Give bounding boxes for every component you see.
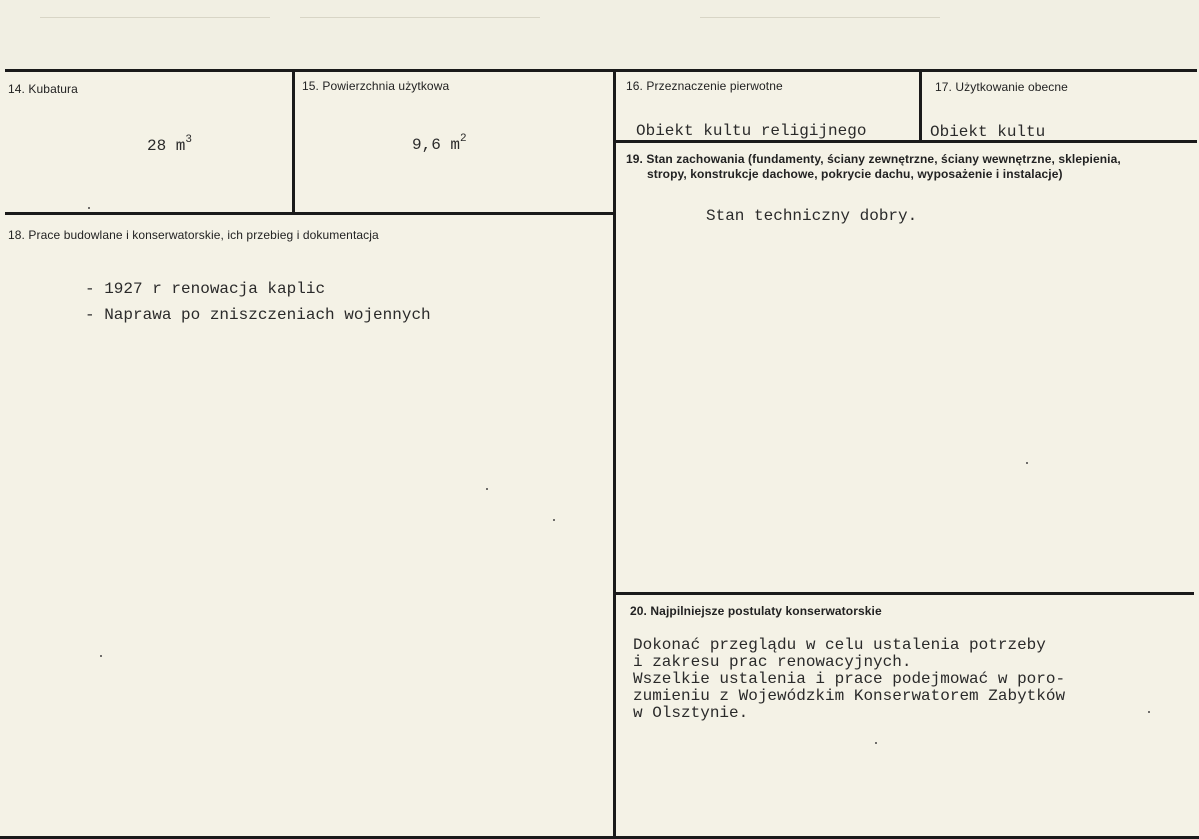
grid-line-top	[5, 69, 1197, 72]
speck	[553, 519, 555, 521]
faint-rule	[700, 17, 940, 18]
field-20-label: 20. Najpilniejsze postulaty konserwatorskie	[630, 604, 882, 618]
field-18-line-1: - 1927 r renowacja kaplic	[85, 280, 326, 298]
field-17-value: Obiekt kultu	[930, 123, 1046, 141]
faint-rule	[40, 17, 270, 18]
speck	[1148, 711, 1150, 713]
speck	[486, 488, 488, 490]
field-16-label: 16. Przeznaczenie pierwotne	[626, 79, 783, 93]
field-15-value	[412, 133, 467, 156]
field-18-line-2: - Naprawa po zniszczeniach wojennych	[85, 306, 431, 324]
faint-rule	[300, 17, 540, 18]
grid-line-v3	[919, 70, 922, 142]
speck	[1026, 462, 1028, 464]
card-top-margin	[0, 0, 1199, 70]
field-20-line-2: i zakresu prac renowacyjnych.	[633, 653, 912, 671]
field-19-value: Stan techniczny dobry.	[706, 207, 918, 225]
grid-line-v1	[292, 70, 295, 214]
field-20-line-3: Wszelkie ustalenia i prace podejmować w poro-	[633, 670, 1066, 688]
field-14-number: 28 m	[147, 137, 186, 155]
speck	[875, 742, 877, 744]
field-20-line-5: w Olsztynie.	[633, 704, 749, 722]
field-18-label: 18. Prace budowlane i konserwatorskie, ich przebieg i dokumentacja	[8, 228, 379, 242]
speck	[88, 207, 90, 209]
grid-line-v-center	[613, 70, 616, 839]
field-15-number: 9,6 m	[412, 136, 461, 154]
field-15-label: 15. Powierzchnia użytkowa	[302, 79, 450, 93]
grid-line-right-upper	[614, 140, 1197, 143]
field-20-line-4: zumieniu z Wojewódzkim Konserwatorem Zabytków	[633, 687, 1066, 705]
field-15-exponent: 2	[460, 133, 467, 145]
field-17-label: 17. Użytkowanie obecne	[935, 80, 1068, 94]
field-14-label: 14. Kubatura	[8, 82, 78, 96]
field-19-label-line-2: stropy, konstrukcje dachowe, pokrycie dachu, wyposażenie i instalacje)	[647, 167, 1063, 181]
grid-line-right-lower	[614, 592, 1194, 595]
field-20-line-1: Dokonać przeglądu w celu ustalenia potrzeby	[633, 636, 1046, 654]
field-19-label-line-1: 19. Stan zachowania (fundamenty, ściany zewnętrzne, ściany wewnętrzne, sklepienia,	[626, 152, 1121, 166]
field-14-value	[147, 134, 193, 157]
field-16-value: Obiekt kultu religijnego	[636, 122, 867, 140]
field-14-exponent: 3	[185, 134, 193, 146]
grid-line-left-mid	[5, 212, 615, 215]
speck	[100, 655, 102, 657]
